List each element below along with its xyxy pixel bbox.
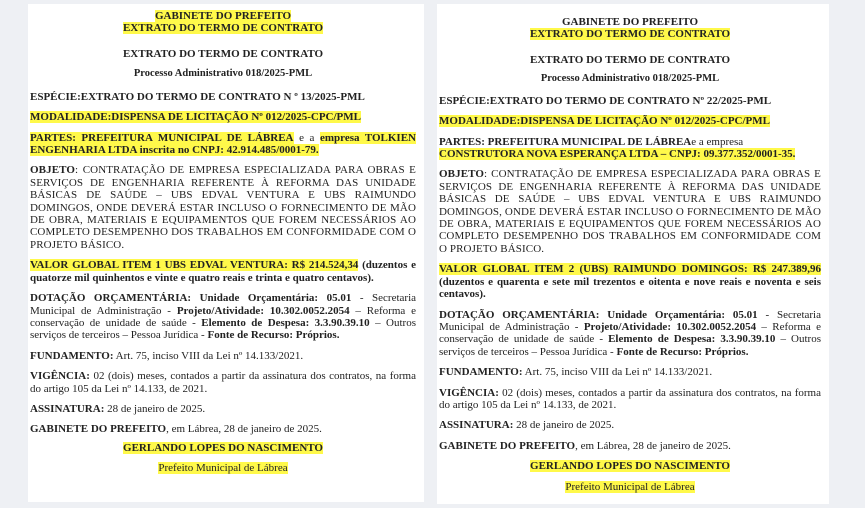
vigencia-paragraph xyxy=(439,387,821,412)
especie-line: ESPÉCIE:EXTRATO DO TERMO DE CONTRATO N º 13/2025-PML xyxy=(30,90,365,103)
partes-connector: e a empresa xyxy=(691,135,744,148)
valor-paragraph xyxy=(30,259,416,284)
dotacao-paragraph xyxy=(30,292,416,342)
dotacao-projeto: Projeto/Atividade: 10.302.0052.2054 xyxy=(583,320,757,333)
especie-line: ESPÉCIE:EXTRATO DO TERMO DE CONTRATO Nº 22/2025-PML xyxy=(439,94,772,107)
dotacao-paragraph xyxy=(439,309,821,359)
partes-company: empresa TOLKIEN ENGENHARIA LTDA inscrita no CNPJ: 42.914.485/0001-79. xyxy=(30,131,416,157)
gabinete-text: , em Lábrea, 28 de janeiro de 2025. xyxy=(166,423,322,436)
process-number: Processo Administrativo 018/2025-PML xyxy=(540,73,720,85)
gabinete-text: , em Lábrea, 28 de janeiro de 2025. xyxy=(575,439,731,452)
modalidade-line: MODALIDADE:DISPENSA DE LICITAÇÃO Nº 012/2025-CPC/PML xyxy=(30,111,361,124)
valor-label: VALOR GLOBAL ITEM 1 UBS EDVAL VENTURA: R$ 214.524,34 xyxy=(30,259,359,272)
gabinete-label: GABINETE DO PREFEITO xyxy=(30,423,167,436)
assinatura-label: ASSINATURA: xyxy=(30,402,105,415)
dotacao-label: DOTAÇÃO ORÇAMENTÁRIA: xyxy=(30,292,192,305)
partes-label: PARTES: PREFEITURA MUNICIPAL DE LÁBREA xyxy=(439,135,692,148)
fundamento-label: FUNDAMENTO: xyxy=(439,366,523,379)
partes-paragraph xyxy=(439,136,821,161)
dotacao-text-3: – Outros serviços de terceiros – Pessoa Jurídica - xyxy=(439,333,821,358)
office-header xyxy=(30,10,416,34)
fundamento-text: Art. 75, inciso VIII da Lei nº 14.133/2021. xyxy=(113,349,304,362)
vigencia-label: VIGÊNCIA: xyxy=(30,370,90,383)
dotacao-fonte-value: : Próprios. xyxy=(289,329,340,342)
assinatura-text: 28 de janeiro de 2025. xyxy=(513,419,615,432)
partes-company: CONSTRUTORA NOVA ESPERANÇA LTDA – CNPJ: 09.377.352/0001-35. xyxy=(439,148,796,161)
fundamento-paragraph xyxy=(30,350,416,362)
dotacao-text-1: - Secretaria Municipal de Administração - xyxy=(439,308,822,333)
signer-name: GERLANDO LOPES DO NASCIMENTO xyxy=(530,460,730,473)
fundamento-label: FUNDAMENTO: xyxy=(30,349,114,362)
dotacao-text-2: – Reforma e conservação de unidade de saúde - xyxy=(30,304,416,329)
contract-extract-left xyxy=(28,4,424,502)
document-title: EXTRATO DO TERMO DE CONTRATO xyxy=(529,54,731,66)
assinatura-paragraph xyxy=(30,403,416,415)
valor-paragraph xyxy=(439,263,821,300)
dotacao-fonte-label: Fonte de Recurso xyxy=(616,345,699,358)
contract-extract-right xyxy=(437,4,829,504)
objeto-label: OBJETO xyxy=(30,164,76,177)
modalidade-line: MODALIDADE:DISPENSA DE LICITAÇÃO Nº 012/2025-CPC/PML xyxy=(439,115,770,128)
gabinete-paragraph xyxy=(30,423,416,435)
assinatura-label: ASSINATURA: xyxy=(439,419,514,432)
vigencia-text: 02 (dois) meses, contados a partir da assinatura dos contratos, na forma do artigo 105 da Lei nº 14.133, de 2021. xyxy=(439,386,821,411)
dotacao-fonte-label: Fonte de Recurso xyxy=(207,329,290,342)
vigencia-paragraph xyxy=(30,370,416,395)
vigencia-label: VIGÊNCIA: xyxy=(439,386,499,399)
process-number: Processo Administrativo 018/2025-PML xyxy=(133,68,313,80)
assinatura-text: 28 de janeiro de 2025. xyxy=(104,402,206,415)
dotacao-unidade-label: Unidade Orçamentária: xyxy=(599,308,726,321)
valor-label: VALOR GLOBAL ITEM 2 (UBS) RAIMUNDO DOMINGOS: R$ 247.389,96 xyxy=(439,263,821,276)
fundamento-paragraph xyxy=(439,366,821,378)
dotacao-elemento: Elemento de Despesa: 3.3.90.39.10 xyxy=(608,333,776,346)
partes-label: PARTES: PREFEITURA MUNICIPAL DE LÁBREA xyxy=(30,131,294,144)
valor-text: (duzentos e quarenta e sete mil trezentos e oitenta e nove reais e noventa e seis centavos). xyxy=(439,275,821,301)
dotacao-unidade-value: 05.01 xyxy=(725,308,758,321)
dotacao-projeto: Projeto/Atividade: 10.302.0052.2054 xyxy=(176,304,350,317)
dotacao-text-1: - Secretaria Municipal de Administração - xyxy=(30,292,417,317)
office-name: GABINETE DO PREFEITO xyxy=(154,10,292,22)
office-heading: EXTRATO DO TERMO DE CONTRATO xyxy=(122,22,324,34)
partes-paragraph xyxy=(30,132,416,157)
dotacao-text-2: – Reforma e conservação de unidade de saúde - xyxy=(439,320,821,346)
office-name: GABINETE DO PREFEITO xyxy=(561,16,699,28)
fundamento-text: Art. 75, inciso VIII da Lei nº 14.133/2021. xyxy=(522,366,713,379)
office-heading: EXTRATO DO TERMO DE CONTRATO xyxy=(529,28,731,40)
dotacao-text-3: – Outros serviços de terceiros – Pessoa Jurídica - xyxy=(30,316,416,342)
vigencia-text: 02 (dois) meses, contados a partir da assinatura dos contratos, na forma do artigo 105 da Lei nº 14.133, de 2021. xyxy=(30,370,416,395)
assinatura-paragraph xyxy=(439,419,821,431)
dotacao-elemento: Elemento de Despesa: 3.3.90.39.10 xyxy=(201,316,370,329)
objeto-label: OBJETO xyxy=(439,168,485,181)
objeto-text: : CONTRATAÇÃO DE EMPRESA ESPECIALIZADA PARA OBRAS E SERVIÇOS DE ENGENHARIA REFERENTE À REFORMA DAS UNIDADE BÁSICAS DE SAÚDE – UBS EDVAL VENTURA E UBS RAIMUNDO DOMINGOS, ONDE DEVERÁ ESTAR INCLUSO O FORNECIMENTO DE MÃO DE OBRA, MATERIAIS E EQUIPAMENTOS QUE FOREM NECESSÁRIOS AO COMPLETO DESEMPENHO DOS TRABALHOS EM CONFORMIDADE COM O PROJETO BÁSICO. xyxy=(439,168,821,255)
office-header xyxy=(439,16,821,40)
signer-role: Prefeito Municipal de Lábrea xyxy=(158,462,288,475)
dotacao-fonte-value: : Próprios. xyxy=(698,345,749,358)
signer-role: Prefeito Municipal de Lábrea xyxy=(565,480,695,493)
partes-connector: e a xyxy=(293,131,320,144)
dotacao-unidade-label: Unidade Orçamentária: xyxy=(191,292,319,305)
gabinete-label: GABINETE DO PREFEITO xyxy=(439,439,576,452)
valor-text: (duzentos e quatorze mil quinhentos e vinte e quatro reais e trinta e quatro centavos). xyxy=(30,259,416,284)
dotacao-unidade-value: 05.01 xyxy=(318,292,352,305)
objeto-text: : CONTRATAÇÃO DE EMPRESA ESPECIALIZADA PARA OBRAS E SERVIÇOS DE ENGENHARIA REFERENTE À REFORMA DAS UNIDADE BÁSICAS DE SAÚDE – UBS EDVAL VENTURA E UBS RAIMUNDO DOMINGOS, ONDE DEVERÁ ESTAR INCLUSO O FORNECIMENTO DE MÃO DE OBRA, MATERIAIS E EQUIPAMENTOS QUE FOREM NECESSÁRIOS AO COMPLETO DESEMPENHO DOS TRABALHOS EM CONFORMIDADE COM O PROJETO BÁSICO. xyxy=(30,164,416,251)
dotacao-label: DOTAÇÃO ORÇAMENTÁRIA: xyxy=(439,308,600,321)
gabinete-paragraph xyxy=(439,440,821,452)
document-title: EXTRATO DO TERMO DE CONTRATO xyxy=(122,48,324,60)
objeto-paragraph xyxy=(439,168,821,255)
objeto-paragraph xyxy=(30,164,416,251)
signer-name: GERLANDO LOPES DO NASCIMENTO xyxy=(123,441,323,454)
